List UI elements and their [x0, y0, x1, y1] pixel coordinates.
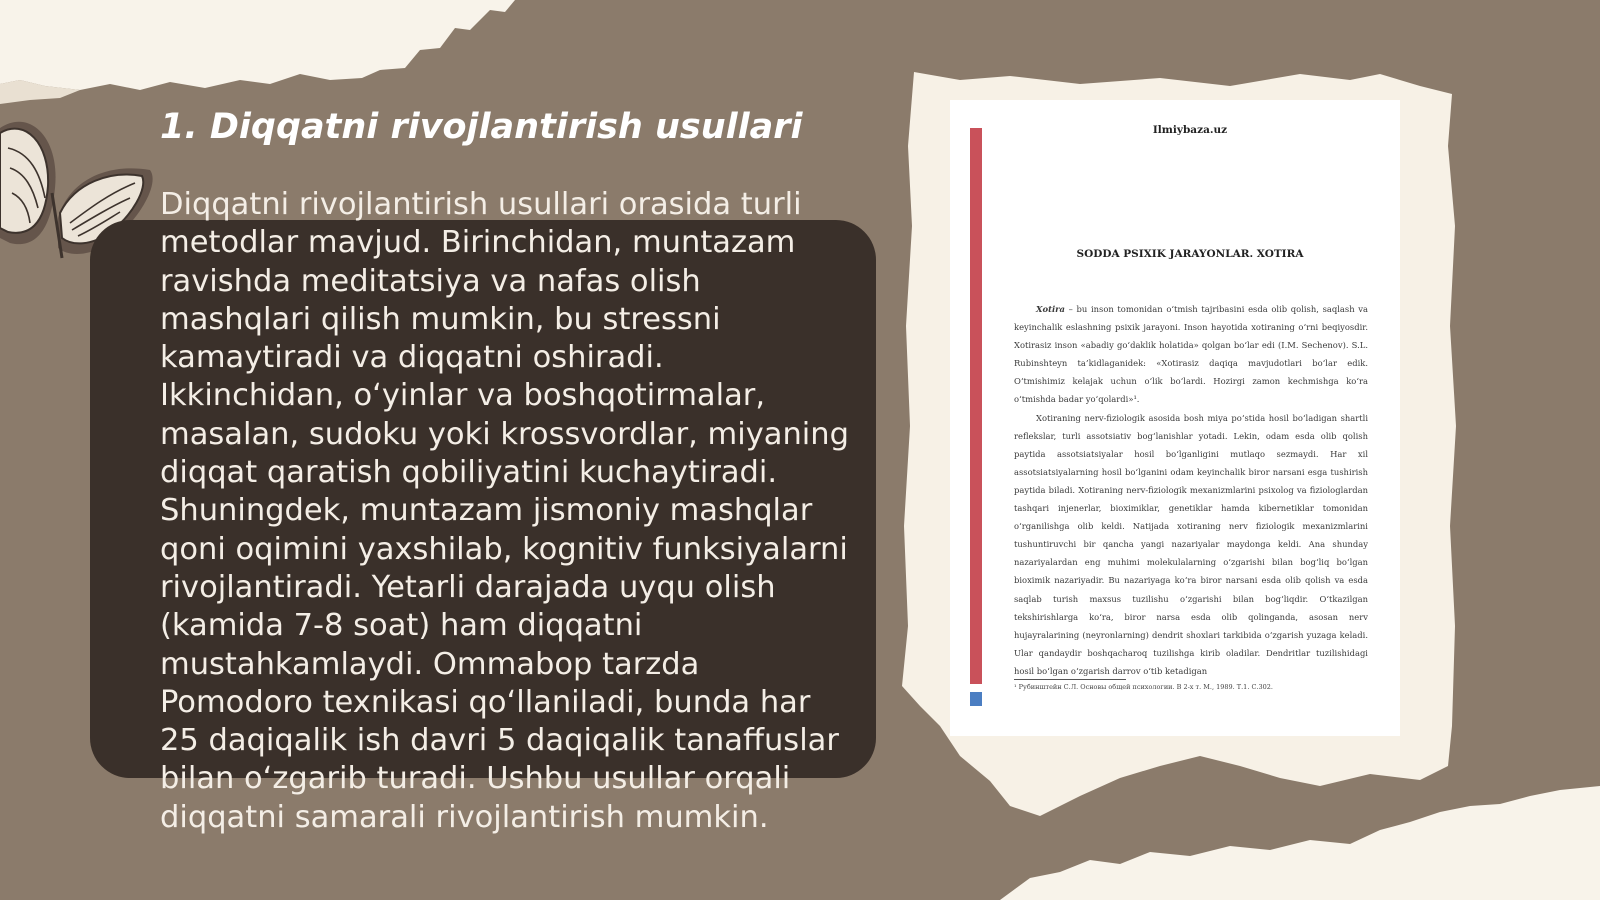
document-paragraph-1-text: – bu inson tomonidan o‘tmish tajribasini esda olib qolish, saqlash va keyinchalik eslashning psixik jarayoni. Inson hayotida xotiraning o‘rni beqiyosdir. Xotirasiz inson «abadiy go‘daklik holatida» qolgan bo‘lar edi (I.M. Sechenov). S.L. Rubinshteyn ta’kidlaganidek: «Xotirasiz daqiqa mavjudotlari bo‘lar edik. O‘tmishimiz kelajak uchun o‘lik bo‘lardi. Hozirgi zamon kechmishga ko‘ra o‘tmishda badar yo‘qolardi»¹.	[1014, 304, 1368, 405]
slide-body-text: Diqqatni rivojlantirish usullari orasida turli metodlar mavjud. Birinchidan, muntazam ravishda meditatsiya va nafas olish mashqlari qilish mumkin, bu stressni kamaytiradi va diqqatni oshiradi. Ikkinchidan, o‘yinlar va boshqotirmalar, masalan, sudoku yoki krossvordlar, miyaning diqqat qaratish qobiliyatini kuchaytiradi. Shuningdek, muntazam jismoniy mashqlar qoni oqimini yaxshilab, kognitiv funksiyalarni rivojlantiradi. Yetarli darajada uyqu olish (kamida 7-8 soat) ham diqqatni mustahkamlaydi. Ommabop tarzda Pomodoro texnikasi qo‘llaniladi, bunda har 25 daqiqalik ish davri 5 daqiqalik tanaffuslar bilan o‘zgarib turadi. Ushbu usullar orqali diqqatni samarali rivojlantirish mumkin.	[160, 187, 849, 835]
document-text	[1014, 300, 1368, 680]
footnote-divider	[1014, 679, 1126, 680]
slide-title: 1. Diqqatni rivojlantirish usullari	[160, 107, 803, 147]
document-heading: SODDA PSIXIK JARAYONLAR. XOTIRA	[1076, 248, 1304, 260]
document-accent-bar	[970, 128, 982, 684]
document-paragraph-1	[1014, 300, 1368, 409]
document-paragraph-2: Xotiraning nerv-fiziologik asosida bosh miya po‘stida hosil bo‘ladigan shartli reflekslar, turli assotsiativ bog‘lanishlar yotadi. Lekin, odam esda olib qolish paytida assotsiatsiyalar hosil bo‘lganligini mutlaqo sezmaydi. Har xil assotsiatsiyalarning hosil bo‘lganini odam keyinchalik biror narsani esga tushirish paytida biladi. Xotiraning nerv-fiziologik mexanizmlarini psixolog va fiziologlardan tashqari injenerlar, bioximiklar, genetiklar hamda kibernetiklar tomonidan o‘rganilishga olib keldi. Natijada xotiraning nerv fiziologik mexanizmlarini tushuntiruvchi bir qancha yangi nazariyalar maydonga keldi. Ana shunday nazariyalardan eng muhimi molekulalarning o‘zgarishi bilan bog‘liq bo‘lgan bioximik nazariyadir. Bu nazariyaga ko‘ra biror narsani esda olib qolish va esda saqlab turish maxsus tuzilishu o‘zgarishi bilan bog‘liqdir. O‘tkazilgan tekshirishlarga ko‘ra, biror narsa esda olib qolinganda, asosan nerv hujayralarining (neyronlarning) dendrit shoxlari tarkibida o‘zgarish yuzaga keladi. Ular qandaydir boshqacharoq tuzilishga kirib oladilar. Dendritlar tuzilishidagi hosil bo‘lgan o‘zgarish darrov o‘tib ketadigan	[1014, 412, 1368, 676]
document-site-header: Ilmiybaza.uz	[1152, 124, 1228, 136]
document-footnote: ¹ Рубинштейн С.Л. Основы общей психологии. В 2-х т. М., 1989. Т.1. С.302.	[1014, 683, 1273, 691]
document-term: Xotira	[1036, 304, 1065, 314]
document-accent-square	[970, 692, 982, 706]
